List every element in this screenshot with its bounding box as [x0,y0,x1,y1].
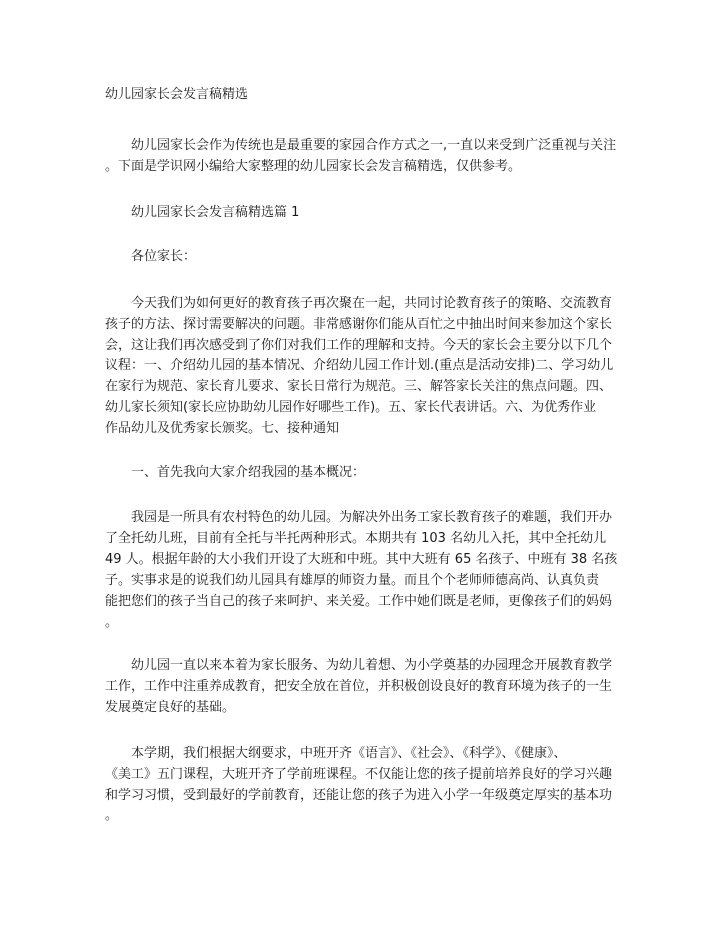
paragraph-4-line-2: 《美工》五门课程，大班开齐了学前班课程。不仅能让您的孩子提前培养良好的学习兴趣 [105,767,613,782]
paragraph-1-line-3: 会，这让我们再次感受到了你们对我们工作的理解和支持。今天的家长会主要分以下几个 [105,338,613,353]
paragraph-2-line-2: 了全托幼儿班，目前有全托与半托两种形式。本期共有 103 名幼儿入托，其中全托幼儿 [105,531,607,546]
paragraph-3-line-2: 工作，工作中注重养成教育，把安全放在首位，并积极创设良好的教育环境为孩子的一生 [105,679,613,694]
paragraph-4-line-3: 和学习习惯，受到最好的学前教育，还能让您的孩子为进入小学一年级奠定厚实的基本功 [105,788,613,803]
paragraph-3-line-3: 发展奠定良好的基础。 [105,700,236,715]
greeting: 各位家长： [131,249,197,264]
intro-line-1: 幼儿园家长会作为传统也是最重要的家园合作方式之一,一直以来受到广泛重视与关注 [131,138,617,153]
section-heading: 幼儿园家长会发言稿精选篇 1 [131,205,300,220]
paragraph-1-line-7: 作品幼儿及优秀家长颁奖。七、接种通知 [105,421,340,436]
paragraph-2-line-5: 能把您们的孩子当自己的孩子来呵护、来关爱。工作中她们既是老师，更像孩子们的妈妈 [105,594,613,609]
paragraph-4-line-4: 。 [105,808,119,823]
paragraph-1-line-6: 幼儿家长须知(家长应协助幼儿园作好哪些工作)。五、家长代表讲话。六、为优秀作业 [105,400,597,415]
paragraph-2-line-6: 。 [105,615,119,630]
paragraph-1-line-2: 孩子的方法、探讨需要解决的问题。非常感谢你们能从百忙之中抽出时间来参加这个家长 [105,317,613,332]
intro-line-2: 。下面是学识网小编给大家整理的幼儿园家长会发言稿精选，仅供参考。 [105,159,522,174]
paragraph-2-line-4: 子。实事求是的说我们幼儿园具有雄厚的师资力量。而且个个老师师德高尚、认真负责 [105,573,600,588]
paragraph-4-line-1: 本学期，我们根据大纲要求，中班开齐《语言》、《社会》、《科学》、《健康》、 [131,746,567,761]
document-title: 幼儿园家长会发言稿精选 [105,87,249,102]
paragraph-2-line-1: 我园是一所具有农村特色的幼儿园。为解决外出务工家长教育孩子的难题，我们开办 [131,510,613,525]
paragraph-1-line-5: 在家行为规范、家长育儿要求、家长日常行为规范。三、解答家长关注的焦点问题。四、 [105,379,613,394]
subheading-1: 一、首先我向大家介绍我园的基本概况： [131,465,366,480]
paragraph-2-line-3: 49 人。根据年龄的大小我们开设了大班和中班。其中大班有 65 名孩子、中班有 38 名孩 [105,552,618,567]
paragraph-1-line-4: 议程：一、介绍幼儿园的基本情况、介绍幼儿园工作计划.(重点是活动安排)二、学习幼儿 [105,358,614,373]
paragraph-1-line-1: 今天我们为如何更好的教育孩子再次聚在一起，共同讨论教育孩子的策略、交流教育 [131,296,613,311]
paragraph-3-line-1: 幼儿园一直以来本着为家长服务、为幼儿着想、为小学奠基的办园理念开展教育教学 [131,658,613,673]
